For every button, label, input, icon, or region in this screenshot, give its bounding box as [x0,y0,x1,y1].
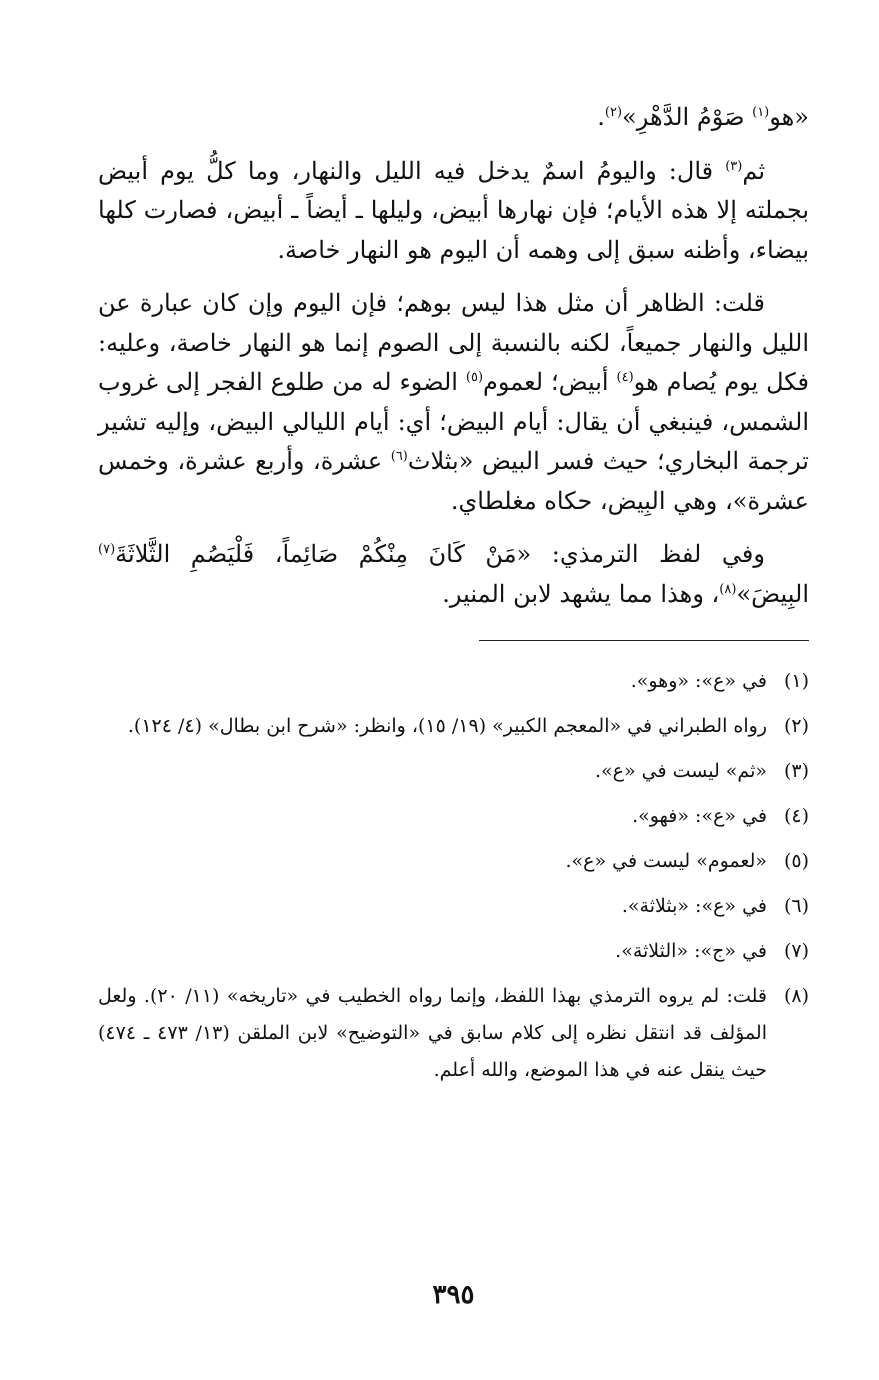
footnote [98,659,809,704]
main-text [98,98,809,614]
footnote-number: (٨) [783,985,809,1007]
footnote-number: (١) [783,670,809,692]
paragraph-text: ثم [742,156,765,185]
footnote-number: (٦) [783,895,809,917]
paragraph-text: البِيضَ» [736,579,809,608]
footnote-text: رواه الطبراني في «المعجم الكبير» (١٩/ ١٥)، وانظر: «شرح ابن بطال» (٤/ ١٢٤). [127,715,767,737]
footnote-text: في «ج»: «الثلاثة». [615,940,767,962]
footnote-marker: (٤) [616,370,634,385]
footnote-text: في «ع»: «فهو». [632,805,767,827]
footnote [98,794,809,839]
footnote [98,884,809,929]
footnote-number: (٢) [783,715,809,737]
footnote-text: في «ع»: «وهو». [630,670,767,692]
footnote [98,974,809,1089]
footnote-marker: (٦) [390,449,408,464]
paragraph [98,284,809,521]
footnote-text: «لعموم» ليست في «ع». [565,850,767,872]
paragraph [98,98,809,138]
footnote-marker: (٥) [465,370,484,385]
footnote [98,704,809,749]
footnote-text: «ثم» ليست في «ع». [595,760,767,782]
footnote-number: (٥) [783,850,809,872]
footnote-marker: (٣) [725,158,743,174]
paragraph-text: «هو [769,103,809,131]
footnote-number: (٣) [783,760,809,782]
book-page [98,98,809,1338]
paragraph [98,535,809,614]
paragraph-text: قال: واليومُ اسمٌ يدخل فيه الليل والنهار، وما كلُّ يوم أبيض بجملته إلا هذه الأيام؛ فإن نهارها أبيض، وليلها ـ أيضاً ـ أبيض، فصارت كلها بيضاء، وأظنه سبق إلى وهمه أن اليوم هو النهار خاصة. [98,156,809,264]
footnote [98,839,809,884]
paragraph [98,152,809,271]
footnote [98,749,809,794]
footnote-number: (٧) [783,940,809,962]
footnote-text: في «ع»: «بثلاثة». [621,895,767,917]
footnote-text: قلت: لم يروه الترمذي بهذا اللفظ، وإنما رواه الخطيب في «تاريخه» (١١/ ٢٠). ولعل المؤلف قد انتقل نظره إلى كلام سابق في «التوضيح» لابن الملقن (١٣/ ٤٧٣ ـ ٤٧٤) حيث ينقل عنه في هذا الموضع، والله أعلم. [98,985,767,1081]
paragraph-text: وفي لفظ الترمذي: «مَنْ كَانَ مِنْكُمْ صَائِماً، فَلْيَصُمِ الثَّلاثَةَ [115,540,765,568]
paragraph-text: الضوء له من طلوع الفجر إلى غروب الشمس، فينبغي أن يقال: أيام البيض؛ أي: أيام الليالي البيض، وإليه تشير ترجمة البخاري؛ حيث فسر البيض «بثلاث [98,368,809,475]
paragraph-text: أبيض؛ لعموم [483,368,617,396]
footnote-marker: (٨) [719,581,737,597]
paragraph-text: قلت: الظاهر أن مثل هذا ليس بوهم؛ فإن اليوم وإن كان عبارة عن الليل والنهار جميعاً، لكنه بالنسبة إلى الصوم إنما هو النهار خاصة، وعليه: فكل يوم يُصام هو [98,289,810,396]
footnote [98,929,809,974]
footnote-marker: (١) [752,105,770,120]
paragraph-text: صَوْمُ الدَّهْرِ» [622,103,753,131]
paragraph-text: ، وهذا مما يشهد لابن المنير. [442,579,720,608]
footnote-marker: (٧) [98,542,116,557]
footnote-marker: (٢) [604,105,623,120]
page-number: ٣٩٥ [432,1280,475,1310]
footnotes [98,659,809,1089]
footnote-separator [479,640,809,641]
footnote-number: (٤) [783,805,809,827]
paragraph-text: عشرة، وأربع عشرة، وخمس عشرة»، وهي البِيض، حكاه مغلطاي. [98,447,809,515]
paragraph-text: . [597,103,605,131]
